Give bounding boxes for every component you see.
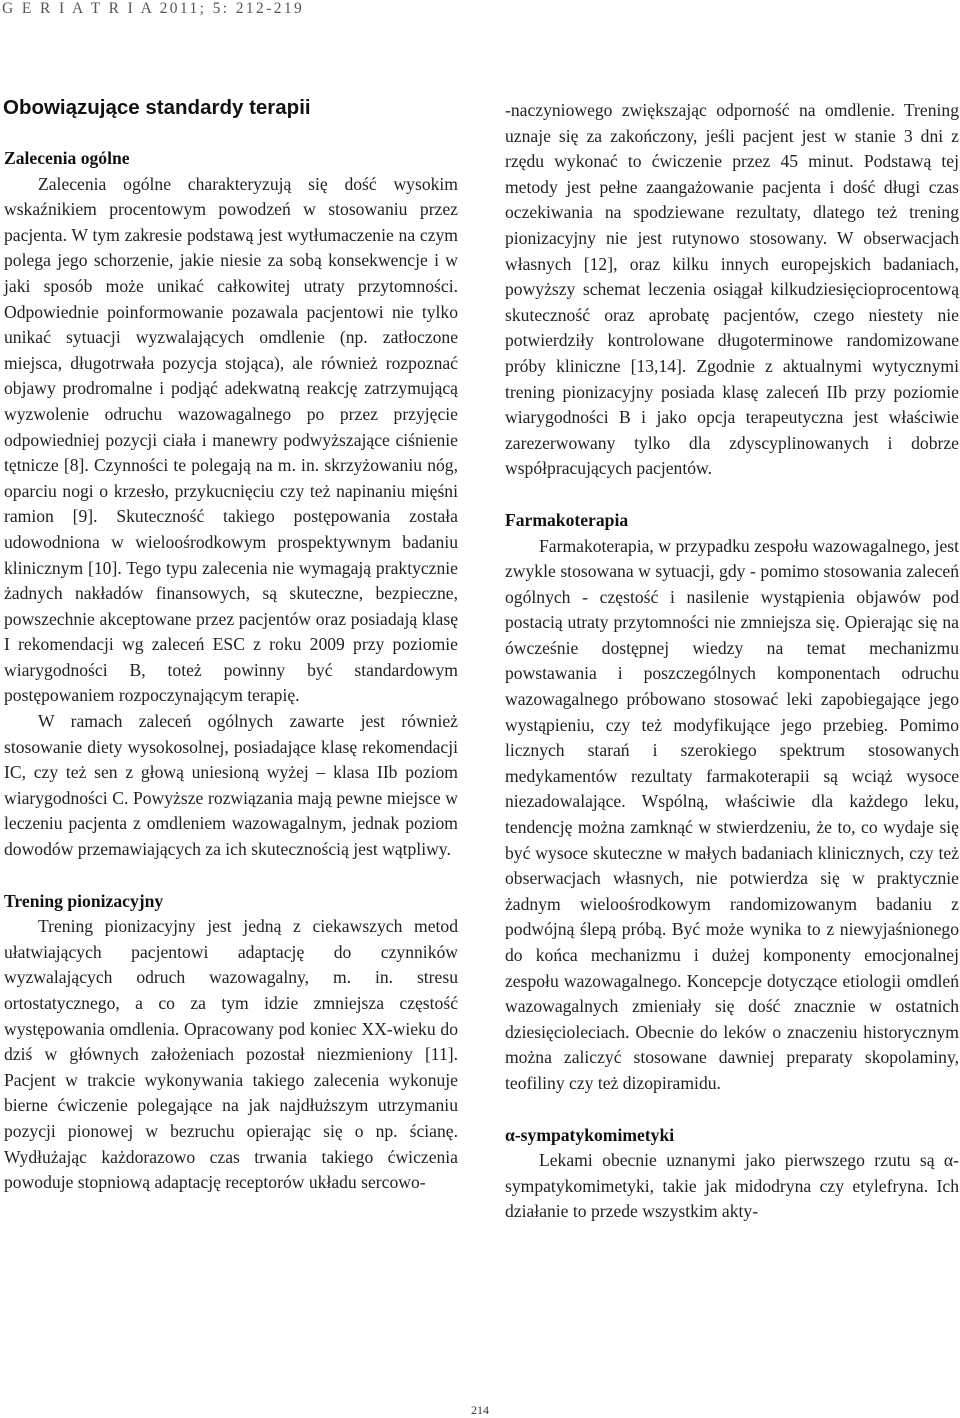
page-number: 214 [471, 1403, 489, 1417]
paragraph: Trening pionizacyjny jest jedną z ciekawszych metod ułatwiających pacjentowi adaptację do czynników wyzwalających odruch wazowagalny, m. in. stresu ortostatycznego, a co za tym idzie zmniejsza częstość występowania omdlenia. Opracowany pod koniec XX-wieku do dziś w głównych założeniach pozostał niezmieniony [11]. Pacjent w trakcie wykonywania takiego zalecenia wykonuje bierne ćwiczenie polegające na jak najdłuższym utrzymaniu pozycji pionowej w bezruchu opierając się o np. ścianę. Wydłużając każdorazowo czas trwania takiego ćwiczenia powoduje stopniową adaptację receptorów układu sercowo- [4, 916, 458, 1193]
paragraph: W ramach zaleceń ogólnych zawarte jest również stosowanie diety wysokosolnej, posiadające klasę rekomendacji IC, czy też sen z głową uniesioną wyżej – klasa IIb poziom wiarygodności C. Powyższe rozwiązania mają pewne miejsce w leczeniu pacjenta z omdleniem wazowagalnym, jednak poziom dowodów przemawiających za ich skutecznością jest wątpliwy. [4, 711, 458, 860]
subsection-heading-tilt-training: Trening pionizacyjny [4, 890, 164, 911]
subsection-heading-general: Zalecenia ogólne [4, 148, 130, 168]
spacer [4, 863, 458, 889]
paragraph: Farmakoterapia, w przypadku zespołu wazowagalnego, jest zwykle stosowana w sytuacji, gdy - pomimo stosowania zaleceń ogólnych - częstość i nasilenie wystąpienia objawów pod postacią utraty przytomności nie zmniejsza się. Opierając się na ówcześnie dostępnej wiedzy na temat mechanizmu powstawania i poszczególnych komponentach odruchu wazowagalnego próbowano stosować leki zapobiegające jego wystąpieniu, czy też modyfikujące jego przebieg. Pomimo licznych starań i szerokiego spektrum stosowanych medykamentów rezultaty farmakoterapii są wciąż wysoce niezadowalające. Wspólną, właściwie dla każdego leku, tendencję można zamknąć w stwierdzeniu, że to, co wydaje się być wysoce skuteczne w małych badaniach klinicznych, czy też obserwacjach własnych, nie potwierdza się w praktycznie żadnym wieloośrodkowym randomizowanym badaniu z podwójną ślepą próbą. Być może wynika to z niewyjaśnionego do końca mechanizmu i dużej komponenty emocjonalnej zespołu wazowagalnego. Koncepcje dotyczące etiologii omdleń wazowagalnych zmieniały się dość znacznie w ostatnich dziesięcioleciach. Obecnie do leków o znaczeniu historycznym można zaliczyć stosowane dawniej preparaty skopolaminy, teofiliny czy też dizopiramidu. [505, 535, 959, 1093]
subsection-heading-alpha-sympathomimetics: α-sympatykomimetyki [505, 1124, 675, 1145]
paragraph: Lekami obecnie uznanymi jako pierwszego rzutu są α-sympatykomimetyki, takie jak midodryna czy etylefryna. Ich działanie to przede wszystkim akty- [505, 1150, 959, 1222]
paragraph: -naczyniowego zwiększając odporność na omdlenie. Trening uznaje się za zakończony, jeśli pacjent jest w stanie 3 dni z rzędu wykonać to ćwiczenie przez 45 minut. Podstawą tej metody jest pełne zaangażowanie pacjenta i dość długi czas oczekiwania na spodziewane rezultaty, dlatego też trening pionizacyjny nie jest rutynowo stosowany. W obserwacjach własnych [12], oraz kilku innych europejskich badaniach, powyższy schemat leczenia osiągał kilkudziesięcioprocentową skuteczność oraz aprobatę pacjentów, czego niestety nie potwierdziły kontrolowane długoterminowe randomizowane próby kliniczne [13,14]. Zgodnie z aktualnymi wytycznymi trening pionizacyjny posiada klasę zaleceń IIb przy poziomie wiarygodności B i jako opcja terapeutyczna jest właściwie zarezerwowany tylko dla zdyscyplinowanych i dobrze współpracujących pacjentów. [505, 100, 959, 479]
spacer [505, 1097, 959, 1123]
right-column [505, 98, 959, 1225]
paragraph: Zalecenia ogólne charakteryzują się dość wysokim wskaźnikiem procentowym powodzeń w stosowaniu przez pacjenta. W tym zakresie podstawą jest wytłumaczenie na czym polega jego schorzenie, jakie niesie za sobą konsekwencje i w jaki sposób może unikać całkowitej utraty przytomności. Odpowiednie poinformowanie pozawala pacjentowi nie tylko unikać sytuacji wyzwalających omdlenie (np. zatłoczone miejsca, długotrwała pozycja stojąca), ale również rozpoznać objawy prodromalne i podjąć adekwatną reakcję zatrzymującą wyzwolenie odruchu wazowagalnego po przez przyjęcie odpowiedniej pozycji ciała i manewry podwyższające ciśnienie tętnicze [8]. Czynności te polegają na m. in. skrzyżowaniu nóg, oparciu nogi o krzesło, przykucnięciu czy też napinaniu mięśni ramion [9]. Skuteczność takiego postępowania została udowodniona w wieloośrodkowym prospektywnym badaniu klinicznym [10]. Tego typu zalecenia nie wymagają praktycznie żadnych nakładów finansowych, są skuteczne, bezpieczne, powszechnie akceptowane przez pacjentów oraz posiadają klasę I rekomendacji wg zaleceń ESC z roku 2009 przy poziomie wiarygodności B, toteż powinny być standardowym postępowaniem rozpoczynającym terapię. [4, 173, 458, 706]
spacer [505, 482, 959, 508]
section-title: Obowiązujące standardy terapii [3, 96, 311, 119]
running-header: G E R I A T R I A 2011; 5: 212-219 [2, 0, 305, 17]
subsection-heading-pharmacotherapy: Farmakoterapia [505, 509, 629, 530]
left-column [4, 146, 458, 1196]
